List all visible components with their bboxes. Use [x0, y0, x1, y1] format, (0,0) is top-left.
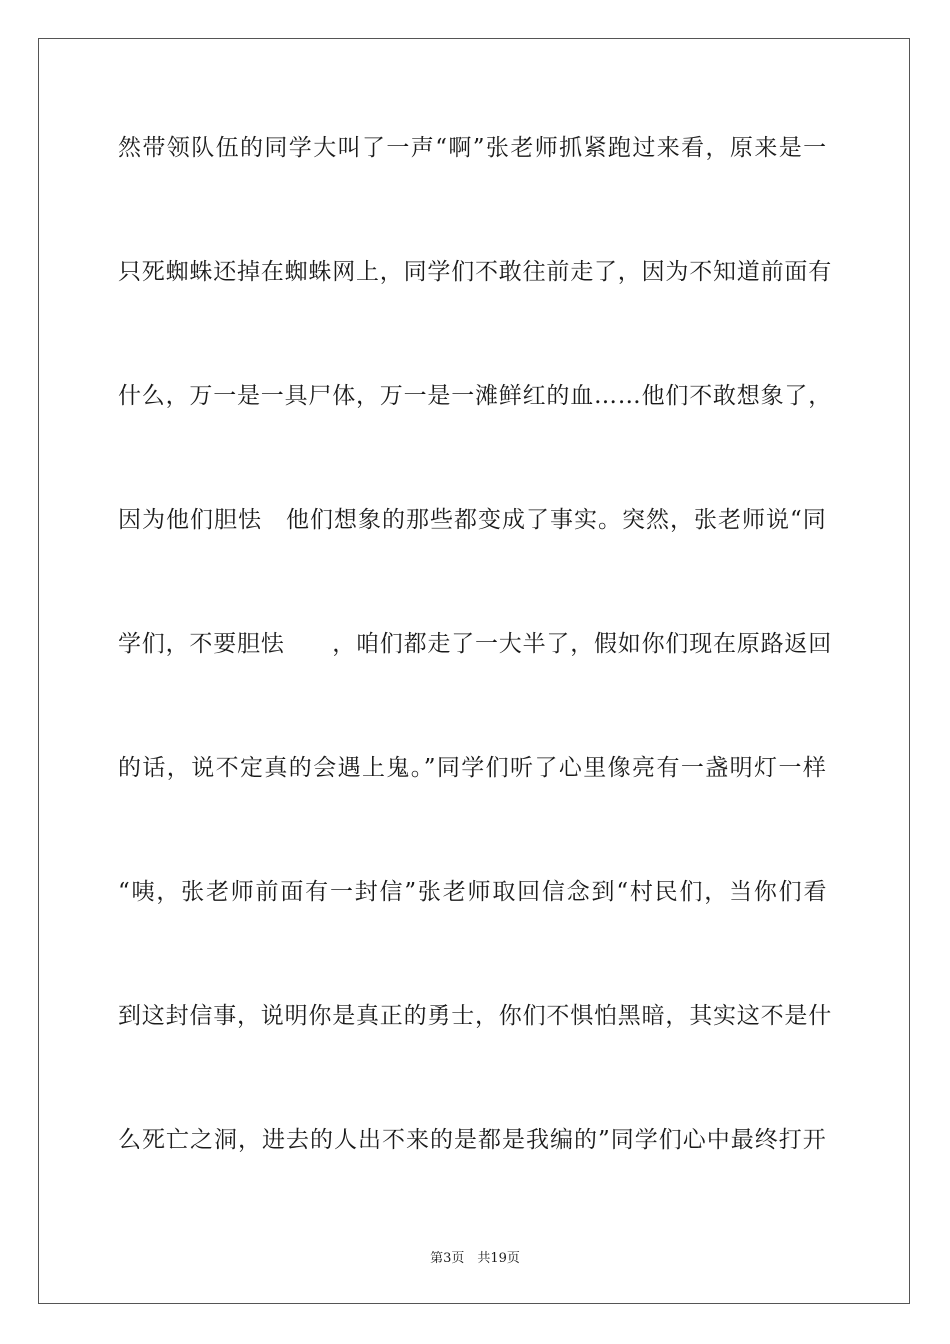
text-line: 只死蜘蛛还掉在蜘蛛网上，同学们不敢往前走了，因为不知道前面有: [118, 259, 832, 285]
text-line: 到这封信事，说明你是真正的勇士，你们不惧怕黑暗，其实这不是什: [118, 1003, 832, 1029]
text-line: 然带领队伍的同学大叫了一声“啊”张老师抓紧跑过来看，原来是一: [118, 135, 828, 161]
text-line: 的话，说不定真的会遇上鬼。”同学们听了心里像亮有一盏明灯一样: [118, 755, 828, 781]
text-line: “咦，张老师前面有一封信”张老师取回信念到“村民们，当你们看: [118, 879, 829, 905]
text-line: 什么，万一是一具尸体，万一是一滩鲜红的血……他们不敢想象了，: [118, 383, 832, 409]
text-line: 学们，不要胆怯 ，咱们都走了一大半了，假如你们现在原路返回: [118, 631, 832, 657]
page-number: 第3页 共19页: [430, 1251, 520, 1266]
text-line: 么死亡之洞，进去的人出不来的是都是我编的”同学们心中最终打开: [118, 1127, 827, 1153]
text-line: 因为他们胆怯 他们想象的那些都变成了事实。突然，张老师说“同: [118, 507, 827, 533]
document-body: [118, 128, 832, 1244]
